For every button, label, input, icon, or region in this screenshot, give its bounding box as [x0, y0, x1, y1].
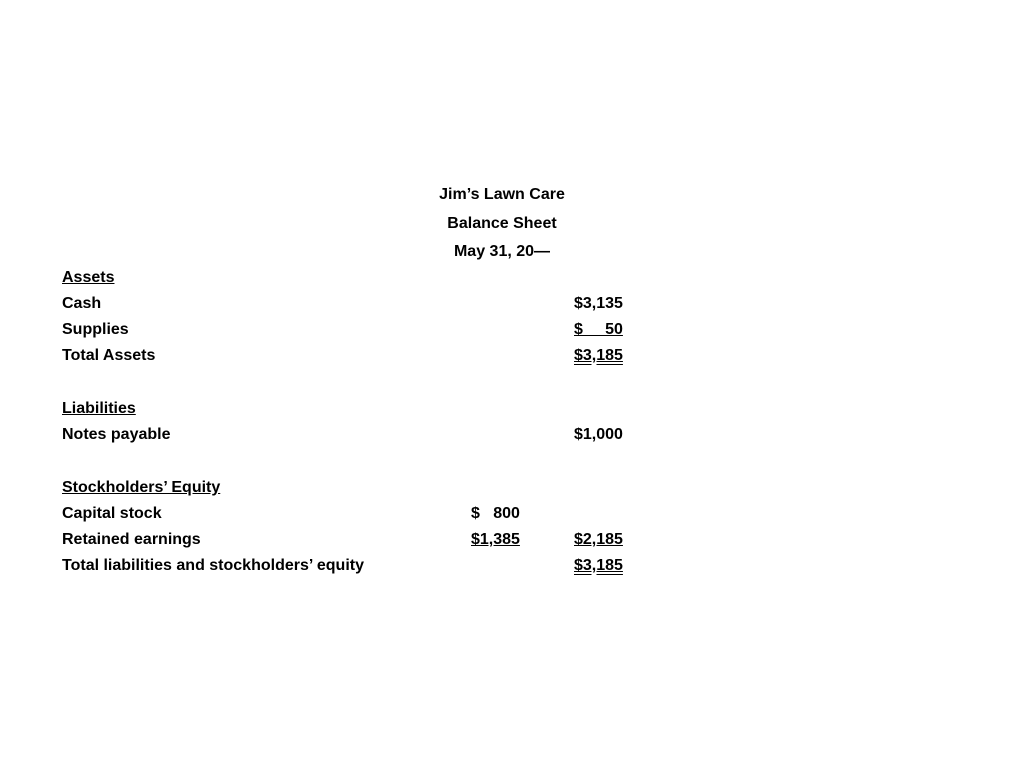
retained-earnings-amount: $1,385 — [471, 531, 520, 548]
supplies-amount: $ 50 — [574, 321, 623, 338]
liabilities-heading: Liabilities — [62, 400, 136, 417]
equity-heading: Stockholders’ Equity — [62, 479, 221, 496]
total-assets-amount: $3,185 — [574, 347, 623, 364]
capital-stock-label: Capital stock — [62, 505, 162, 522]
cash-label: Cash — [62, 295, 102, 312]
total-equity-amount: $2,185 — [574, 531, 623, 548]
assets-heading: Assets — [62, 269, 115, 286]
company-name: Jim’s Lawn Care — [439, 186, 565, 203]
total-liabilities-equity-amount: $3,185 — [574, 557, 623, 574]
statement-date: May 31, 20— — [453, 243, 551, 260]
retained-earnings-label: Retained earnings — [62, 531, 201, 548]
total-assets-label: Total Assets — [62, 347, 156, 364]
cash-amount: $3,135 — [574, 295, 623, 312]
capital-stock-amount: $ 800 — [471, 505, 520, 522]
notes-payable-amount: $1,000 — [574, 426, 623, 443]
notes-payable-label: Notes payable — [62, 426, 171, 443]
supplies-label: Supplies — [62, 321, 129, 338]
statement-title: Balance Sheet — [447, 215, 557, 232]
total-liabilities-equity-label: Total liabilities and stockholders’ equity — [62, 557, 364, 574]
